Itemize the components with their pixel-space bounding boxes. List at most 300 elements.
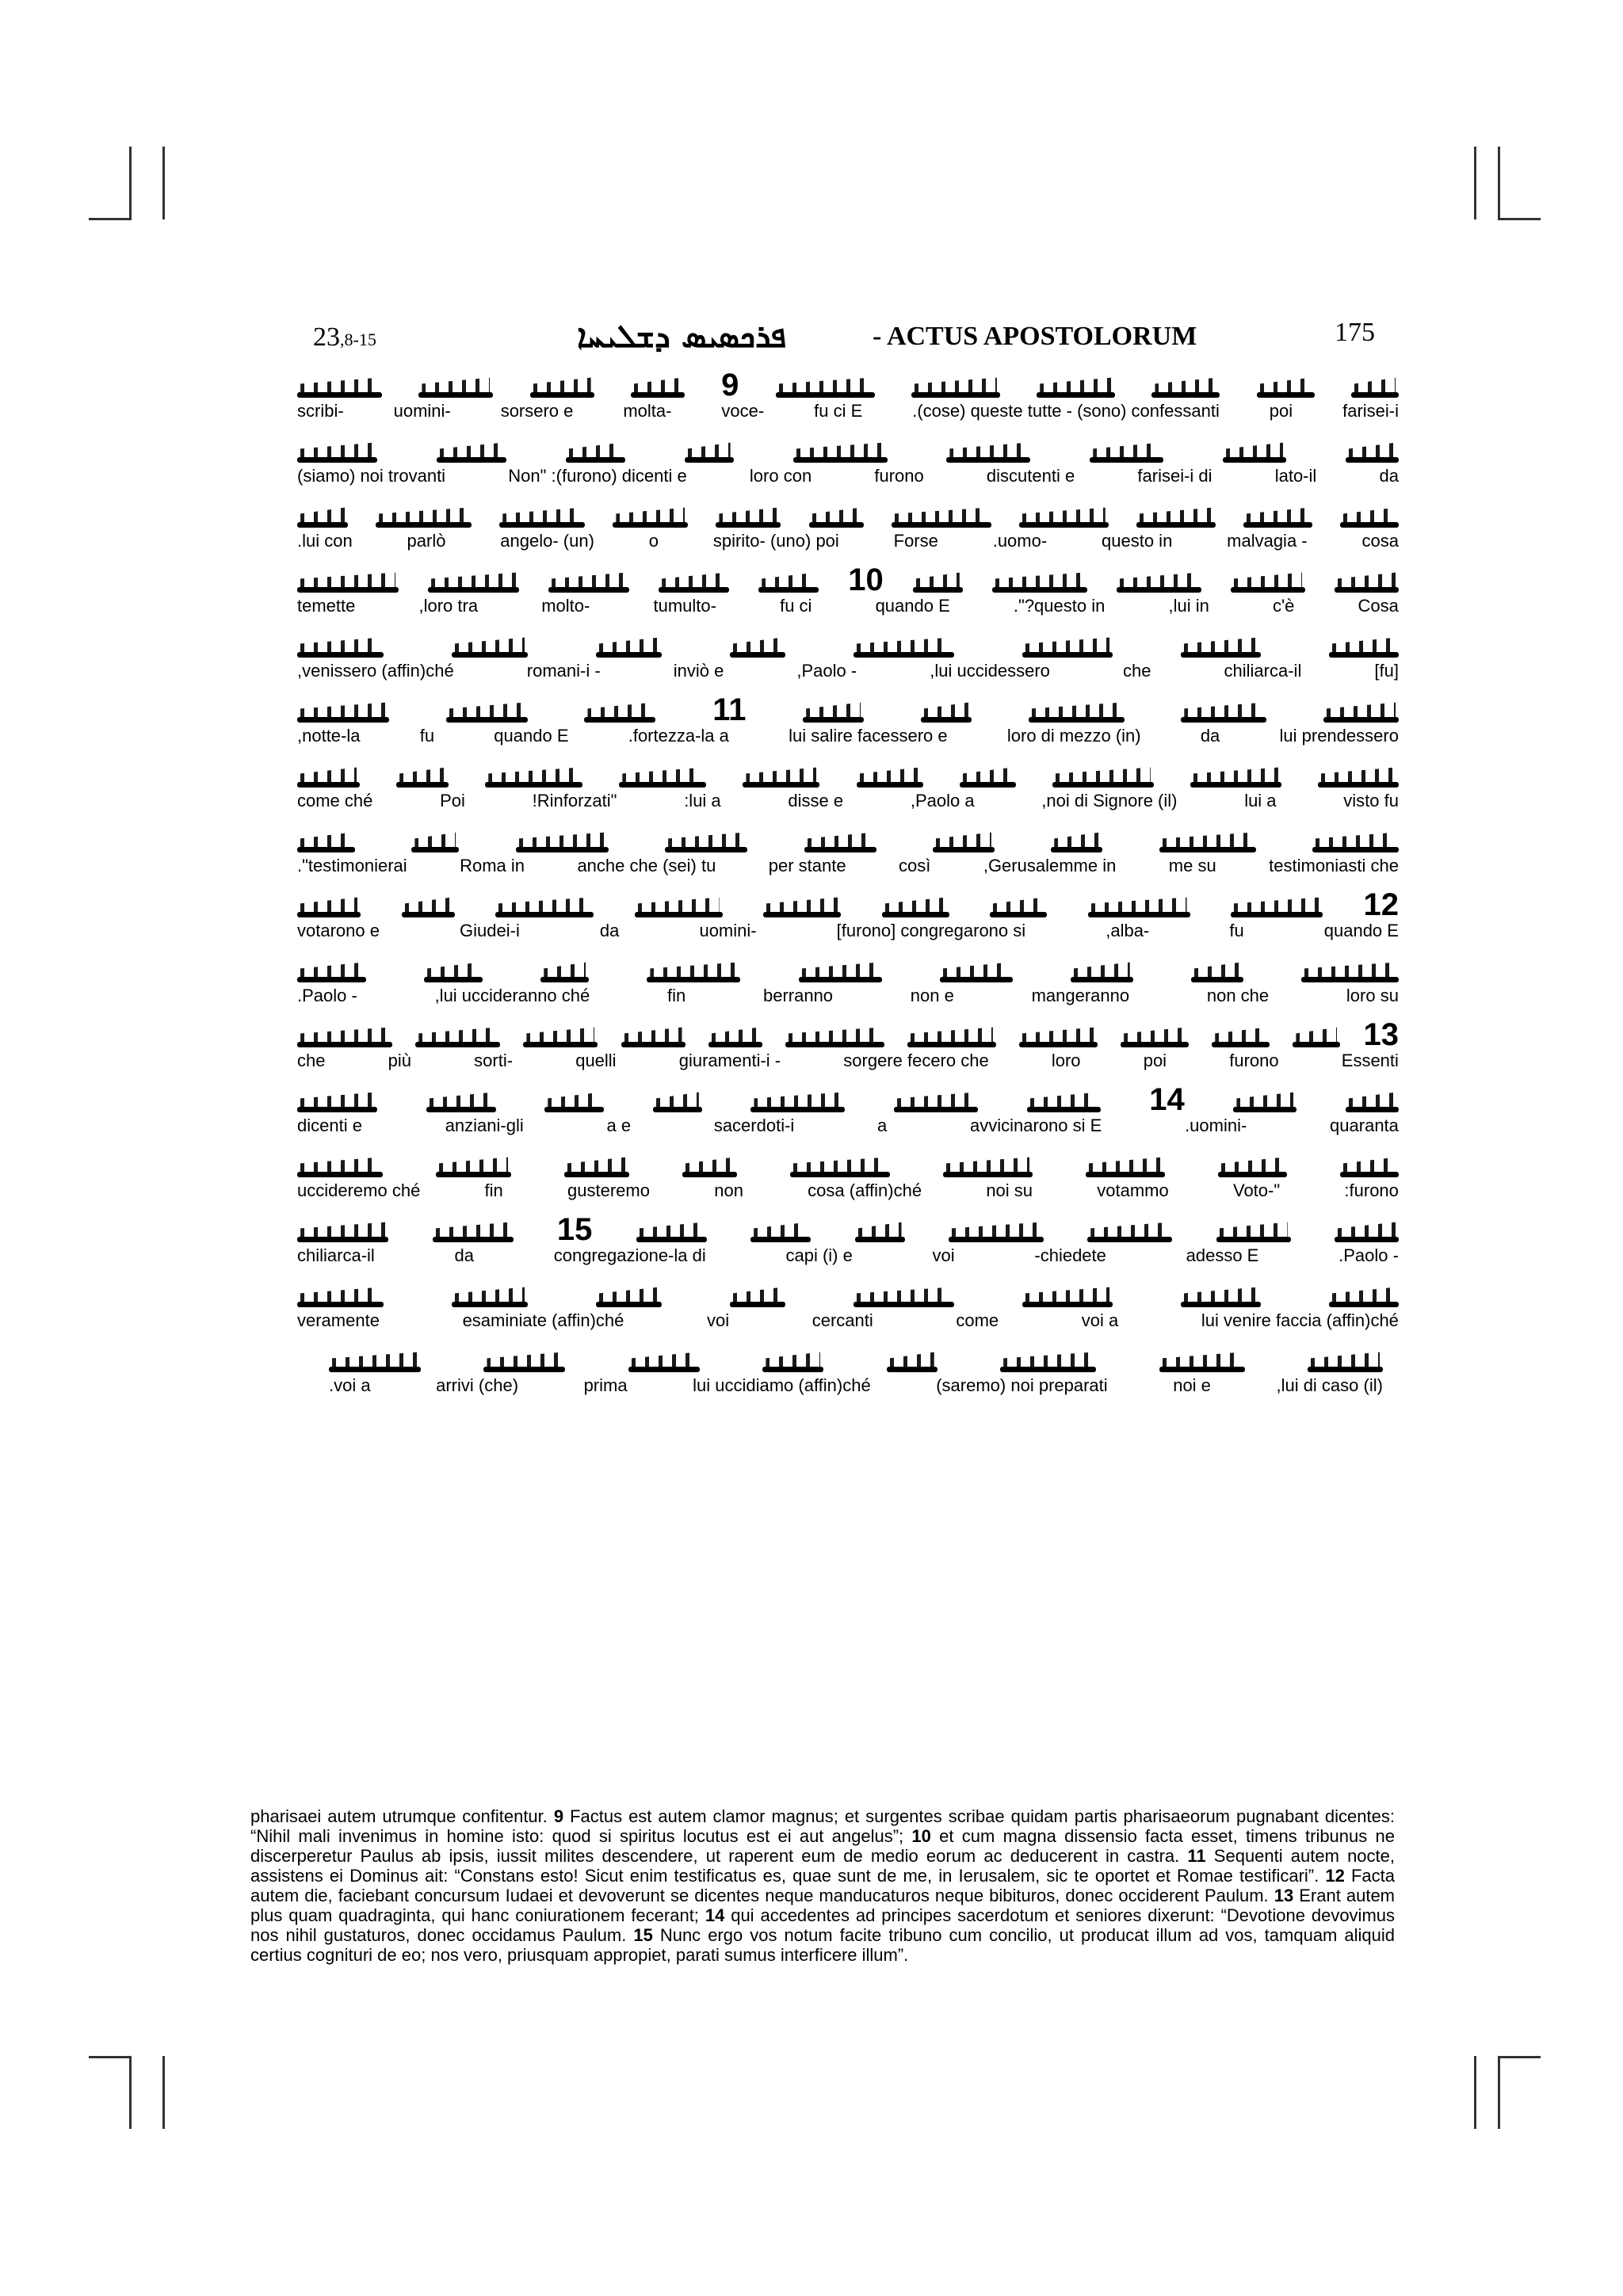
interlinear-line — [297, 494, 1399, 559]
chapter-verse-ref — [313, 322, 376, 353]
gloss-word: uomini- — [393, 401, 451, 421]
gloss-word: Voto-" — [1232, 1180, 1281, 1200]
gloss-word: chiliarca-il — [1224, 661, 1302, 681]
syriac-word — [297, 572, 399, 596]
syriac-word — [452, 1287, 528, 1310]
interlinear-line — [297, 1209, 1399, 1274]
book-title — [495, 319, 1197, 354]
syriac-word — [1231, 572, 1305, 596]
gloss-word: molto- — [541, 596, 590, 616]
syriac-word — [1335, 1222, 1399, 1245]
syriac-word — [1301, 962, 1399, 986]
gloss-word: .uomo- — [992, 531, 1048, 551]
interlinear-text — [297, 364, 1399, 1404]
syriac-word — [653, 1092, 702, 1116]
syriac-word — [415, 1027, 500, 1051]
syriac-word — [297, 1287, 384, 1310]
syriac-word — [1151, 377, 1220, 401]
interlinear-line — [297, 1014, 1399, 1079]
gloss-word: furono — [874, 466, 924, 486]
syriac-word — [730, 637, 785, 661]
syriac-word — [297, 1092, 377, 1116]
syriac-line — [297, 754, 1399, 791]
syriac-word — [685, 442, 734, 466]
verse-number: 9 — [721, 368, 739, 402]
syriac-word — [1312, 832, 1399, 856]
gloss-word: visto fu — [1343, 791, 1399, 810]
syriac-word — [437, 442, 506, 466]
syriac-word — [960, 767, 1016, 791]
gloss-word: fu — [419, 726, 435, 746]
gloss-word: quando E — [1323, 921, 1399, 940]
latin-text: Factus est autem clamor magnus; et surgentes scribae quidam partis pharisaeorum pugnabant dicentes: “Nihil mali invenimus in homine isto: quod si spiritus locutus est ei aut angelus”; — [250, 1806, 1395, 1846]
interlinear-line — [297, 1274, 1399, 1339]
gloss-word: voce- — [721, 401, 765, 421]
italian-gloss-line — [297, 856, 1399, 876]
syriac-word — [297, 702, 389, 726]
gloss-word: sorgere fecero che — [843, 1051, 989, 1070]
syriac-word — [297, 637, 384, 661]
gloss-word: loro — [1051, 1051, 1081, 1070]
verse-number: 10 — [848, 563, 884, 597]
verse-number: 11 — [712, 692, 747, 727]
gloss-word: poi — [1269, 401, 1293, 421]
syriac-word — [1329, 1287, 1399, 1310]
crop-mark — [1498, 2056, 1500, 2129]
gloss-word: lui salire facessero e — [789, 726, 948, 746]
syriac-word — [1233, 1092, 1296, 1116]
gloss-word: ."testimonierai — [297, 856, 407, 875]
gloss-word: me su — [1168, 856, 1216, 875]
syriac-word — [1329, 637, 1399, 661]
gloss-word: malvagia - — [1227, 531, 1308, 551]
italian-gloss-line — [297, 596, 1399, 616]
verse-number: 9 — [553, 1806, 564, 1826]
gloss-word: voi — [932, 1245, 955, 1265]
gloss-word: da — [1200, 726, 1220, 746]
gloss-word: tumulto- — [653, 596, 716, 616]
gloss-word: quando E — [494, 726, 569, 746]
interlinear-line — [297, 624, 1399, 689]
gloss-word: adesso E — [1186, 1245, 1259, 1265]
gloss-word: veramente — [297, 1310, 380, 1330]
syriac-word — [619, 767, 706, 791]
gloss-word: fu ci — [780, 596, 812, 616]
syriac-word — [426, 1092, 496, 1116]
gloss-word: a e — [606, 1116, 632, 1135]
gloss-word: da — [454, 1245, 474, 1265]
syriac-word — [483, 1352, 565, 1375]
gloss-word: votarono e — [297, 921, 380, 940]
gloss-word: furono — [1229, 1051, 1279, 1070]
italian-gloss-line — [297, 401, 1399, 421]
gloss-word: angelo- (un) — [500, 531, 594, 551]
latin-text: Erant autem plus quam quadraginta, qui hanc coniurationem fecerant; — [250, 1886, 1396, 1925]
gloss-word: sorsero e — [500, 401, 574, 421]
gloss-word: Cosa — [1358, 596, 1399, 616]
gloss-word: Poi — [440, 791, 465, 810]
syriac-word — [940, 962, 1013, 986]
gloss-word: .voi a — [329, 1375, 371, 1395]
syriac-word — [424, 962, 483, 986]
crop-mark — [1498, 2056, 1541, 2058]
syriac-word — [1037, 377, 1115, 401]
syriac-word — [716, 507, 781, 531]
verse-number: 15 — [633, 1925, 653, 1945]
verse-number: 14 — [705, 1905, 725, 1925]
gloss-word: cercanti — [812, 1310, 873, 1330]
syriac-line — [297, 884, 1399, 921]
gloss-word: giuramenti-i - — [678, 1051, 781, 1070]
italian-gloss-line — [297, 1180, 1399, 1201]
gloss-word: gusteremo — [567, 1180, 650, 1200]
gloss-word: congregazione-la di — [553, 1245, 706, 1265]
italian-gloss-line — [297, 726, 1399, 746]
interlinear-line — [297, 1144, 1399, 1209]
gloss-word: .fortezza-la a — [628, 726, 729, 746]
syriac-word — [1019, 507, 1109, 531]
italian-gloss-line — [329, 1375, 1383, 1396]
verse-number: 12 — [1363, 887, 1399, 922]
interlinear-line — [297, 689, 1399, 754]
syriac-word — [907, 1027, 996, 1051]
verse-number: 11 — [1187, 1846, 1206, 1866]
syriac-word — [949, 1222, 1044, 1245]
gloss-word: ,Paolo - — [796, 661, 857, 681]
syriac-word — [1086, 1157, 1165, 1180]
gloss-word: fin — [484, 1180, 503, 1200]
gloss-word: scribi- — [297, 401, 344, 421]
gloss-word: mangeranno — [1031, 986, 1130, 1005]
gloss-word: fu — [1229, 921, 1244, 940]
gloss-word: lato-il — [1274, 466, 1317, 486]
interlinear-line — [297, 819, 1399, 884]
gloss-word: non che — [1206, 986, 1270, 1005]
syriac-line — [297, 689, 1399, 726]
gloss-word: uccideremo ché — [297, 1180, 421, 1200]
syriac-word — [297, 377, 382, 401]
syriac-word — [396, 767, 449, 791]
gloss-word: poi — [1143, 1051, 1167, 1070]
syriac-word — [428, 572, 519, 596]
gloss-word: ,lui uccideranno ché — [434, 986, 590, 1005]
italian-gloss-line — [297, 1245, 1399, 1266]
gloss-word: arrivi (che) — [436, 1375, 519, 1395]
syriac-word — [1351, 377, 1399, 401]
page-number: 175 — [1335, 318, 1375, 347]
latin-vulgate-paragraph — [250, 1806, 1395, 1965]
syriac-word — [933, 832, 995, 856]
gloss-word: chiliarca-il — [297, 1245, 375, 1265]
syriac-word — [584, 702, 655, 726]
verse-number: 13 — [1363, 1017, 1399, 1052]
crop-mark — [1498, 218, 1541, 220]
italian-gloss-line — [297, 531, 1399, 551]
verse-number: 10 — [911, 1826, 931, 1846]
gloss-word: ."?questo in — [1013, 596, 1106, 616]
syriac-line — [297, 364, 1399, 401]
gloss-word: ,lui in — [1168, 596, 1209, 616]
gloss-word: ,Gerusalemme in — [983, 856, 1117, 875]
syriac-word — [743, 767, 819, 791]
gloss-word: esaminiate (affin)ché — [462, 1310, 624, 1330]
crop-mark — [129, 2056, 132, 2129]
syriac-word — [762, 1352, 823, 1375]
syriac-word — [1159, 1352, 1245, 1375]
italian-gloss-line — [297, 661, 1399, 681]
syriac-word — [596, 637, 662, 661]
syriac-word — [1117, 572, 1201, 596]
gloss-word: non — [714, 1180, 743, 1200]
gloss-word: a — [877, 1116, 888, 1135]
syriac-word — [1190, 767, 1281, 791]
italian-gloss-line — [297, 791, 1399, 811]
syriac-line — [297, 1274, 1399, 1310]
gloss-word: da — [1379, 466, 1399, 486]
interlinear-line — [297, 429, 1399, 494]
syriac-word — [544, 1092, 604, 1116]
syriac-word — [596, 1287, 662, 1310]
syriac-word — [750, 1092, 845, 1116]
syriac-word — [1136, 507, 1216, 531]
syriac-line — [297, 819, 1399, 856]
syriac-word — [446, 702, 528, 726]
syriac-word — [297, 1157, 383, 1180]
gloss-word: ,venissero (affin)ché — [297, 661, 454, 681]
gloss-word: uomini- — [699, 921, 757, 940]
gloss-word: c'è — [1272, 596, 1295, 616]
latin-text: Sequenti autem nocte, assistens ei Dominus ait: “Constans esto! Sicut enim testificatus es, quae sunt de me, in Ierusalem, sic te oportet et Romae testificari”. — [250, 1846, 1396, 1886]
syriac-title: ܦܪܟܣܝܣ ܕܫܠܝܚܐ — [577, 318, 786, 355]
gloss-word: :lui a — [684, 791, 721, 810]
syriac-word — [516, 832, 609, 856]
syriac-word — [1216, 1222, 1291, 1245]
crop-mark — [1474, 2056, 1476, 2129]
interlinear-line — [297, 559, 1399, 624]
interlinear-line — [297, 949, 1399, 1014]
syriac-word — [809, 507, 864, 531]
gloss-word: non e — [910, 986, 954, 1005]
latin-title: - ACTUS APOSTOLORUM — [873, 322, 1197, 351]
syriac-word — [892, 507, 991, 531]
interlinear-line — [297, 1079, 1399, 1144]
latin-text: qui accedentes ad principes sacerdotum et seniores dixerunt: “Devotione devovimus nos nihil gustaturos, donec occidamus Paulum. — [250, 1905, 1396, 1945]
gloss-word: quaranta — [1330, 1116, 1399, 1135]
syriac-word — [1340, 1157, 1399, 1180]
syriac-word — [803, 702, 864, 726]
gloss-word: farisei-i — [1342, 401, 1399, 421]
syriac-line — [297, 1144, 1399, 1180]
gloss-word: temette — [297, 596, 356, 616]
syriac-word — [647, 962, 740, 986]
gloss-word: sorti- — [474, 1051, 514, 1070]
gloss-word: cosa — [1361, 531, 1399, 551]
running-header — [313, 313, 1375, 360]
crop-mark — [129, 147, 132, 219]
syriac-word — [1346, 442, 1399, 466]
syriac-line — [297, 1079, 1399, 1116]
gloss-word: questo in — [1102, 531, 1173, 551]
syriac-word — [566, 442, 625, 466]
gloss-word: (saremo) noi preparati — [936, 1375, 1108, 1395]
gloss-word: più — [388, 1051, 411, 1070]
syriac-word — [665, 832, 747, 856]
gloss-word: romani-i - — [526, 661, 601, 681]
gloss-word: ,Paolo a — [910, 791, 975, 810]
chapter-number: 23 — [313, 322, 340, 352]
syriac-word — [990, 897, 1047, 921]
syriac-word — [1000, 1352, 1096, 1375]
gloss-word: prima — [583, 1375, 628, 1395]
syriac-word — [1340, 507, 1399, 531]
syriac-word — [1022, 637, 1113, 661]
syriac-word — [297, 897, 361, 921]
syriac-word — [297, 767, 360, 791]
gloss-word: .lui con — [297, 531, 353, 551]
gloss-word: avvicinarono si E — [970, 1116, 1102, 1135]
gloss-word: lui a — [1244, 791, 1277, 810]
gloss-word: testimoniasti che — [1269, 856, 1399, 875]
syriac-word — [913, 572, 963, 596]
verse-number: 15 — [556, 1212, 593, 1247]
latin-text: et cum magna dissensio facta esset, timens tribunus ne discerperetur Paulus ab ipsis, iussit milites descendere, ut raperent eum de medio eorum ac deducerent in castra. — [250, 1826, 1395, 1866]
syriac-word — [1323, 702, 1399, 726]
syriac-word — [750, 1222, 811, 1245]
syriac-word — [418, 377, 493, 401]
gloss-word: noi e — [1173, 1375, 1211, 1395]
syriac-line — [297, 1209, 1399, 1245]
syriac-word — [1159, 832, 1256, 856]
syriac-word — [1052, 767, 1154, 791]
italian-gloss-line — [297, 1051, 1399, 1071]
gloss-word: fin — [666, 986, 686, 1005]
gloss-word: Forse — [893, 531, 938, 551]
syriac-word — [894, 1092, 978, 1116]
gloss-word: lui prendessero — [1279, 726, 1399, 746]
syriac-word — [1346, 1092, 1399, 1116]
syriac-word — [564, 1157, 629, 1180]
gloss-word: così — [899, 856, 931, 875]
syriac-word — [540, 962, 589, 986]
syriac-word — [1071, 962, 1133, 986]
gloss-word: ,loro tra — [418, 596, 479, 616]
syriac-word — [1212, 1027, 1270, 1051]
syriac-word — [1231, 897, 1323, 921]
gloss-word: lui uccidiamo (affin)ché — [693, 1375, 871, 1395]
gloss-word: spirito- (uno) poi — [712, 531, 839, 551]
gloss-word: discutenti e — [986, 466, 1075, 486]
syriac-word — [1181, 1287, 1261, 1310]
syriac-word — [548, 572, 629, 596]
syriac-line — [297, 559, 1399, 596]
syriac-word — [992, 572, 1087, 596]
syriac-word — [452, 637, 528, 661]
interlinear-line — [297, 754, 1399, 819]
syriac-word — [855, 1222, 905, 1245]
syriac-word — [943, 1157, 1033, 1180]
italian-gloss-line — [297, 1116, 1399, 1136]
syriac-word — [887, 1352, 938, 1375]
syriac-word — [1181, 702, 1266, 726]
crop-mark — [89, 2056, 132, 2058]
latin-text: Nunc ergo vos notum facite tribuno cum concilio, ut producat illum ad vos, tamquam aliquid certius cognituri de eo; nos vero, priusquam appropiet, parati sumus interficere illum”. — [250, 1925, 1395, 1965]
syriac-word — [854, 1287, 954, 1310]
syriac-word — [631, 377, 685, 401]
gloss-word: cosa (affin)ché — [808, 1180, 922, 1200]
syriac-word — [297, 1222, 388, 1245]
italian-gloss-line — [297, 1310, 1399, 1331]
gloss-word: molta- — [623, 401, 672, 421]
gloss-word: -chiedete — [1034, 1245, 1106, 1265]
syriac-word — [1027, 1092, 1101, 1116]
syriac-word — [402, 897, 455, 921]
syriac-word — [793, 442, 888, 466]
gloss-word: ,alba- — [1106, 921, 1150, 940]
gloss-word: [furono] congregarono si — [836, 921, 1026, 940]
gloss-word: voi — [706, 1310, 730, 1330]
syriac-word — [857, 767, 923, 791]
syriac-word — [804, 832, 876, 856]
syriac-line — [297, 949, 1399, 986]
syriac-word — [911, 377, 1000, 401]
gloss-word: Essenti — [1341, 1051, 1399, 1070]
syriac-word — [411, 832, 459, 856]
syriac-word — [628, 1352, 700, 1375]
syriac-word — [1218, 1157, 1287, 1180]
syriac-word — [1181, 637, 1261, 661]
latin-text: pharisaei autem utrumque confitentur. — [250, 1806, 554, 1826]
gloss-word: farisei-i di — [1137, 466, 1212, 486]
syriac-word — [730, 1287, 785, 1310]
gloss-word: ,lui uccidessero — [930, 661, 1050, 681]
syriac-word — [621, 1027, 685, 1051]
gloss-word: dicenti e — [297, 1116, 362, 1135]
syriac-word — [1335, 572, 1399, 596]
gloss-word: fu ci E — [814, 401, 863, 421]
syriac-word — [758, 572, 819, 596]
gloss-word: Roma in — [460, 856, 525, 875]
gloss-word: inviò e — [673, 661, 724, 681]
syriac-word — [1090, 442, 1163, 466]
syriac-word — [1318, 767, 1399, 791]
gloss-word: anche che (sei) tu — [577, 856, 716, 875]
syriac-word — [854, 637, 954, 661]
syriac-word — [495, 897, 594, 921]
gloss-word: .Paolo - — [1338, 1245, 1399, 1265]
syriac-word — [297, 442, 377, 466]
syriac-word — [523, 1027, 598, 1051]
syriac-word — [1223, 442, 1286, 466]
gloss-word: Giudei-i — [460, 921, 520, 940]
syriac-line — [297, 494, 1399, 531]
gloss-word: votammo — [1097, 1180, 1169, 1200]
syriac-line — [297, 624, 1399, 661]
syriac-word — [1257, 377, 1315, 401]
syriac-line — [329, 1339, 1383, 1375]
crop-mark — [89, 218, 132, 220]
gloss-word: .(cose) queste tutte - (sono) confessanti — [912, 401, 1220, 421]
gloss-word: Non" :(furono) dicenti e — [508, 466, 687, 486]
syriac-word — [297, 962, 366, 986]
gloss-word: per stante — [768, 856, 846, 875]
gloss-word: come — [956, 1310, 999, 1330]
syriac-word — [882, 897, 949, 921]
syriac-word — [659, 572, 729, 596]
syriac-word — [682, 1157, 737, 1180]
crop-mark — [162, 2056, 165, 2129]
gloss-word: loro con — [749, 466, 812, 486]
gloss-word: lui venire faccia (affin)ché — [1201, 1310, 1399, 1330]
